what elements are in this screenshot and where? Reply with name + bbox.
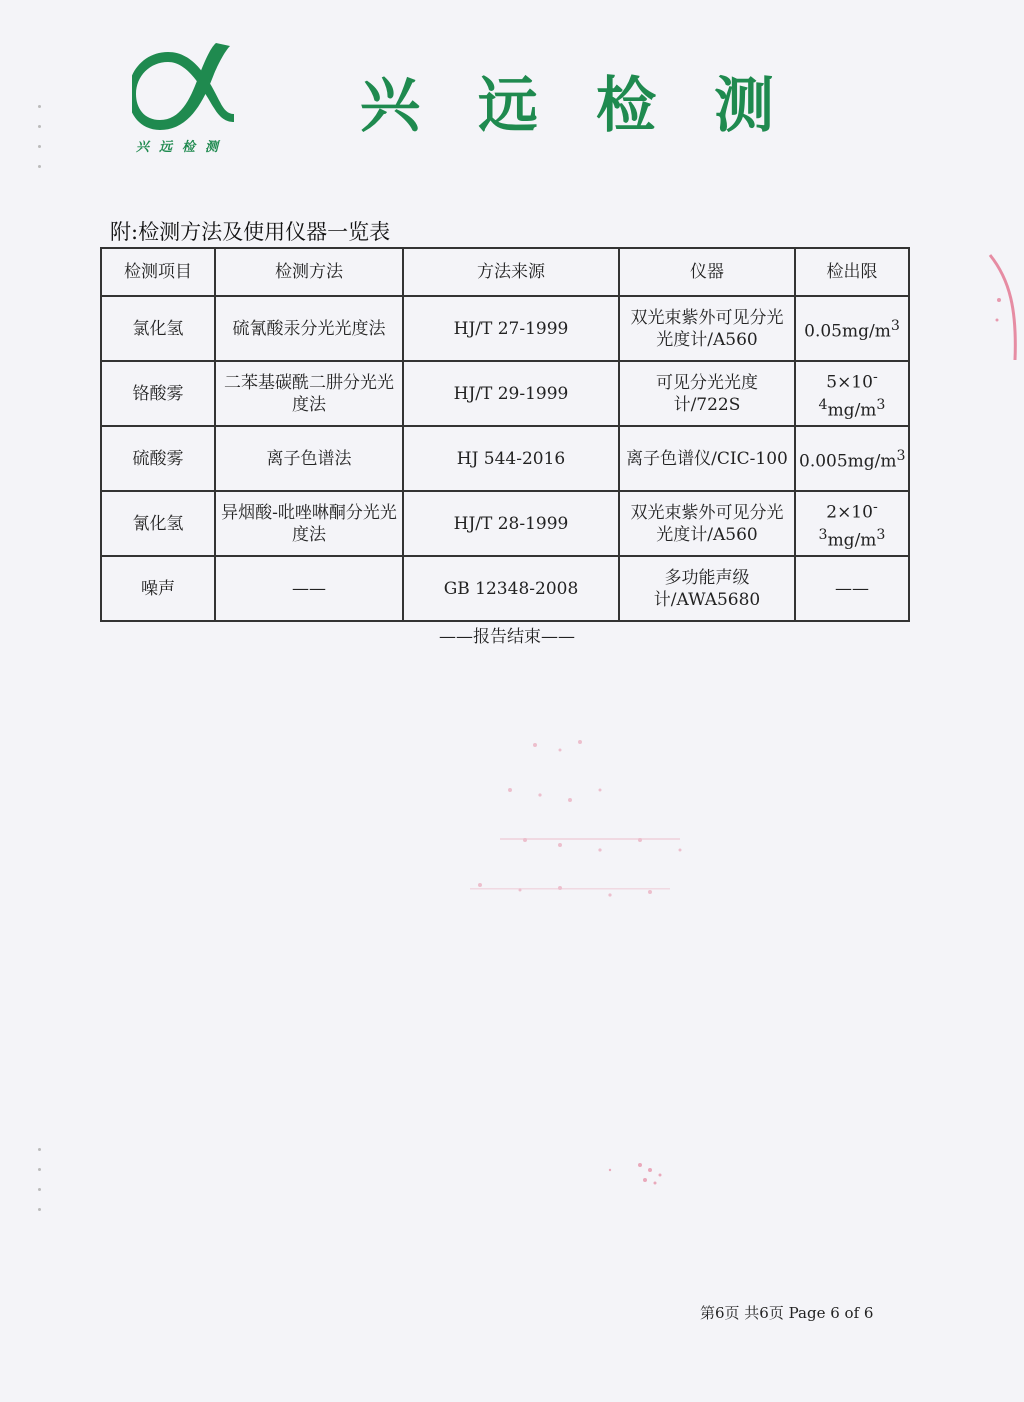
instrument-cell: 多功能声级计/AWA5680 [619,556,795,621]
limit-unit-exponent: 3 [876,526,886,543]
punch-hole [38,1168,41,1171]
punch-hole [38,145,41,148]
method-cell: 离子色谱法 [215,426,403,491]
limit-value: 0.05mg/m [804,321,891,342]
instrument-cell: 双光束紫外可见分光光度计/A560 [619,296,795,361]
punch-hole [38,1148,41,1151]
limit-exponent: 3 [896,447,906,464]
instrument-cell: 可见分光光度计/722S [619,361,795,426]
table-row [101,556,909,621]
limit-cell [795,296,909,361]
table-header-row [101,248,909,296]
method-cell: 二苯基碳酰二肼分光光度法 [215,361,403,426]
report-end-note: ——报告结束—— [439,627,575,647]
limit-unit: mg/m [827,530,877,551]
header-cell: 仪器 [619,248,795,296]
header-cell: 方法来源 [403,248,619,296]
limit-cell [795,361,909,426]
limit-cell [795,556,909,621]
punch-hole [38,1188,41,1191]
table-row [101,426,909,491]
header-cell: 检测方法 [215,248,403,296]
limit-value: 0.005mg/m [799,451,897,472]
table-row [101,296,909,361]
punch-hole [38,165,41,168]
limit-unit: mg/m [827,400,877,421]
instrument-cell: 双光束紫外可见分光光度计/A560 [619,491,795,556]
limit-cell [795,491,909,556]
limit-exponent: 3 [890,317,900,334]
logo-caption: 兴远检测 [136,140,229,155]
limit-value: 5×10 [826,372,873,393]
limit-value: 2×10 [826,502,873,523]
punch-hole [38,105,41,108]
item-cell: 噪声 [101,556,215,621]
methods-table [100,247,910,622]
table-row [101,491,909,556]
method-cell: —— [215,556,403,621]
limit-unit-exponent: 3 [876,396,886,413]
item-cell: 氯化氢 [101,296,215,361]
punch-hole [38,125,41,128]
limit-cell [795,426,909,491]
instrument-cell: 离子色谱仪/CIC-100 [619,426,795,491]
source-cell: HJ/T 27-1999 [403,296,619,361]
header-cell: 检测项目 [101,248,215,296]
stamp-mark [440,720,720,910]
page-number: 第6页 共6页 Page 6 of 6 [700,1304,874,1322]
stamp-mark [580,1150,680,1195]
source-cell: HJ/T 28-1999 [403,491,619,556]
header-cell: 检出限 [795,248,909,296]
limit-exponent: -3 [818,498,878,543]
source-cell: HJ 544-2016 [403,426,619,491]
item-cell: 氰化氢 [101,491,215,556]
company-title: 兴远检测 [360,71,832,141]
seal-edge-mark [985,250,1024,370]
source-cell: GB 12348-2008 [403,556,619,621]
item-cell: 铬酸雾 [101,361,215,426]
punch-hole [38,1208,41,1211]
method-cell: 硫氰酸汞分光光度法 [215,296,403,361]
table-caption: 附:检测方法及使用仪器一览表 [110,220,391,244]
table-row [101,361,909,426]
source-cell: HJ/T 29-1999 [403,361,619,426]
limit-value: —— [835,578,869,599]
item-cell: 硫酸雾 [101,426,215,491]
method-cell: 异烟酸-吡唑啉酮分光光度法 [215,491,403,556]
limit-exponent: -4 [818,368,878,413]
